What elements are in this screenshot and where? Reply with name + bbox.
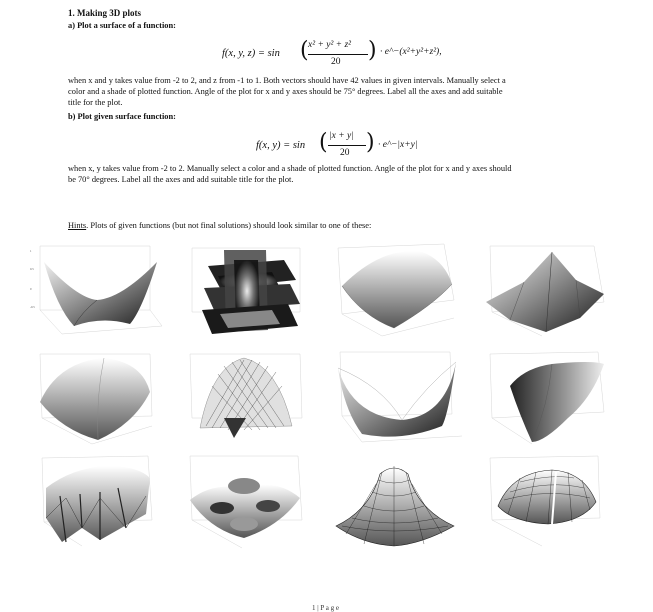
formula-b-fraction-bar bbox=[328, 145, 366, 146]
hints-line bbox=[68, 220, 371, 231]
svg-text:-0.5: -0.5 bbox=[30, 305, 35, 309]
formula-a-tail: · e^−(x²+y²+z²), bbox=[380, 47, 442, 57]
svg-text:0.5: 0.5 bbox=[30, 267, 34, 271]
formula-a-numerator: x² + y² + z² bbox=[308, 40, 351, 50]
hints-text: . Plots of given functions (but not final solutions) should look similar to one of these: bbox=[86, 221, 372, 230]
part-b-desc-line1: when x, y takes value from -2 to 2. Manually select a color and a shade of plotted function. Angle of the plot for x and y axes should bbox=[68, 164, 512, 173]
page-footer: 1 | P a g e bbox=[312, 604, 339, 612]
hint-plot-5 bbox=[22, 346, 168, 450]
part-b-title: b) Plot given surface function: bbox=[68, 112, 176, 121]
hint-plot-4 bbox=[472, 240, 618, 344]
part-b-desc-line2: be 70° degrees. Label all the axes and add suitable title for the plot. bbox=[68, 175, 294, 184]
formula-a-lhs: f(x, y, z) = sin bbox=[222, 48, 280, 59]
hint-plot-12 bbox=[472, 448, 618, 552]
hint-plot-3 bbox=[322, 240, 468, 344]
formula-b-denominator: 20 bbox=[340, 148, 350, 158]
formula-a-lparen: ( bbox=[300, 38, 309, 63]
hint-plot-7 bbox=[322, 346, 468, 450]
hint-plot-6 bbox=[172, 346, 318, 450]
formula-b-rparen: ) bbox=[366, 130, 375, 155]
formula-b-tail: · e^−|x+y| bbox=[378, 140, 418, 150]
heading: 1. Making 3D plots bbox=[68, 8, 142, 18]
part-a-desc-line3: title for the plot. bbox=[68, 98, 123, 107]
hint-plot-11 bbox=[322, 448, 468, 552]
part-a-title: a) Plot a surface of a function: bbox=[68, 21, 176, 30]
hint-plot-1 bbox=[22, 240, 168, 344]
svg-text:1: 1 bbox=[30, 249, 32, 253]
formula-a-rparen: ) bbox=[368, 38, 377, 63]
formula-a-fraction-bar bbox=[308, 54, 368, 55]
formula-b-lhs: f(x, y) = sin bbox=[256, 140, 306, 151]
formula-b-numerator: |x + y| bbox=[329, 131, 354, 141]
formula-a-denominator: 20 bbox=[331, 57, 341, 67]
part-a-desc-line1: when x and y takes value from -2 to 2, and z from -1 to 1. Both vectors should have 42 values in given intervals. Manually select a bbox=[68, 76, 506, 85]
part-a-desc-line2: color and a shade of plotted function. Angle of the plot for x and y axes should be 75° degrees. Label all the axes and add suitable bbox=[68, 87, 503, 96]
hint-plot-2 bbox=[172, 240, 318, 344]
hint-plot-8 bbox=[472, 346, 618, 450]
hints-label: Hints bbox=[68, 221, 87, 230]
hint-plot-10 bbox=[172, 448, 318, 552]
svg-text:0: 0 bbox=[30, 287, 32, 291]
hint-plot-9 bbox=[22, 448, 168, 552]
formula-b-lparen: ( bbox=[319, 130, 328, 155]
